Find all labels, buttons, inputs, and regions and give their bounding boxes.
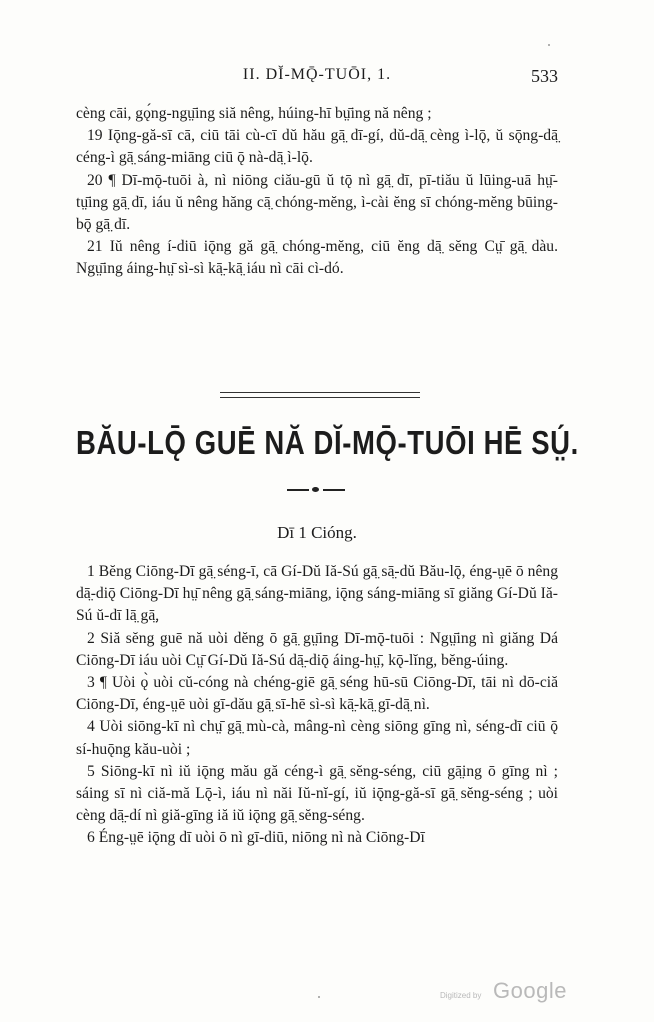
verse-1: 1 Bĕng Ciōng-Dī gā̤ séng-ī, cā Gí-Dŭ Iă-Sú gā̤ sā̤-dŭ Bău-lǭ, éng-ṳē ō nêng dā̤-diǭ Ciōng-Dī hṳ̄ nêng gā̤ sáng-miāng, iǭng sáng-miāng sī giăng Gí-Dŭ Iă-Sú ŭ-dī lā̤ gā̤, <box>76 563 558 625</box>
verse-21: 21 Iŭ nêng í-diū iǭng gă gā̤ chóng-mĕng, ciū ĕng dā̤ sĕng Cṳ̄ gā̤ dàu. Ngṳ̄ing áing-hṳ̄ sì-sì kā̤-kā̤ iáu nì cāi cì-dó. <box>76 238 558 278</box>
verse-6: 6 Éng-ṳē iǭng dī uòi ō nì gī-diū, niōng nì nà Ciōng-Dī <box>87 829 425 847</box>
ornament-center <box>312 487 319 492</box>
chapter-text <box>76 561 558 850</box>
ornament-bar-right <box>323 489 345 491</box>
verse-5: 5 Siōng-kī nì iŭ iǭng mău gă céng-ì gā̤ sĕng-séng, ciū gā̤ing ō gīng nì ; sáing sī nì ciă-mă Lǭ-ì, iáu nì năi Iŭ-nĭ-gí, iŭ iǭng-gă-sī gā̤ sĕng-séng ; uòi cèng dā̤-dí nì giă-gīng iă iŭ iǭng gā̤ sĕng-séng. <box>76 762 558 825</box>
digitization-watermark <box>440 978 576 1008</box>
verse-20: 20 ¶ Dī-mǭ-tuōi à, nì niōng ciău-gū ŭ tǭ nì gā̤ dī, pī-tiău ŭ lūing-uā hṳ̄-tṳ̄ing gā̤ dī, iáu ŭ nêng hăng cā̤ chóng-mĕng, ì-cài ĕng sī chóng-mĕng būing-bǭ gā̤ dī. <box>76 171 558 234</box>
verse-3: 3 ¶ Uòi ǫ̀ uòi cŭ-cóng nà chéng-giē gā̤ séng hū-sū Ciōng-Dī, tāi nì dō-ciă Ciōng-Dī, éng-ṳē uòi gī-dău gā̤ sī-hē sì-sì kā̤-kā̤ gī-dā̤ nì. <box>76 674 558 714</box>
book-title: BĂU-LǬ GUĒ NĂ DĬ-MǬ-TUŌI HĒ SṲ́. <box>76 424 579 462</box>
page-number: 533 <box>531 66 558 86</box>
verse-19: 19 Iǭng-gă-sī cā, ciū tāi cù-cī dŭ hău gā̤ dī-gí, dŭ-dā̤ cèng ì-lǭ, ŭ sǭng-dā̤ céng-ì gā̤ sáng-miāng ciū ǭ nà-dā̤ ì-lǭ. <box>76 127 558 167</box>
watermark-prefix: Digitized by <box>440 991 482 1000</box>
verse-4: 4 Uòi siōng-kī nì chṳ̄ gā̤ mù-cà, mâng-nì cèng siōng gīng nì, séng-dī ciū ǭ sí-huǭng kău-uòi ; <box>76 718 558 758</box>
running-title: II. DĬ-MǬ-TUŌI, 1. <box>242 66 392 83</box>
chapter-heading: Dī 1 Cióng. <box>277 523 357 542</box>
ornament-bar-left <box>287 489 309 491</box>
running-head <box>76 66 558 88</box>
verse-fragment: cèng cāi, gǫ́ng-ngṳ̄ing siă nêng, húing-hī bṳ̄ing nă nêng ; <box>76 105 432 122</box>
google-logo: Google <box>493 978 567 1003</box>
ornament-divider <box>287 486 345 494</box>
paper-speck <box>318 996 320 998</box>
paper-speck <box>548 44 550 46</box>
section-divider <box>220 392 420 398</box>
verse-2: 2 Siă sĕng guē nă uòi dĕng ō gā̤ gṳ̄ing Dī-mǭ-tuōi : Ngṳ̄ing nì giăng Dá Ciōng-Dī iáu uòi Cṳ̄ Gí-Dŭ Iă-Sú dā̤-diǭ áing-hṳ̄, kǭ-lĭng, bĕng-úing. <box>76 629 558 669</box>
previous-chapter-text <box>76 103 558 281</box>
